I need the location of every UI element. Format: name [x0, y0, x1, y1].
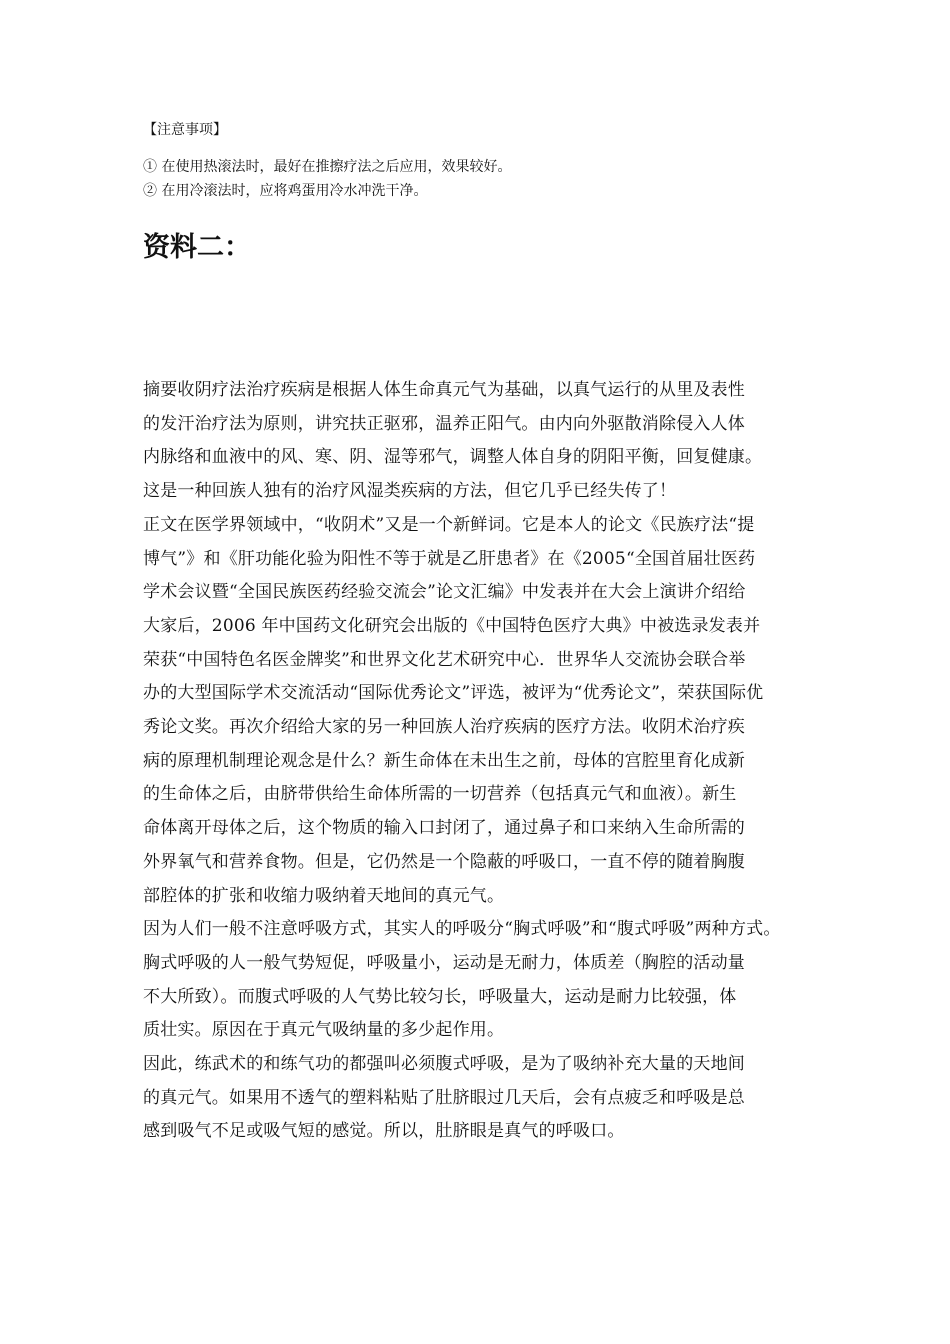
body-line: 命体离开母体之后，这个物质的输入口封闭了，通过鼻子和口来纳入生命所需的 — [143, 818, 745, 838]
body-line: 正文在医学界领域中，“收阴术”又是一个新鲜词。它是本人的论文《民族疗法“提 — [143, 515, 755, 535]
body-line: 的真元气。如果用不透气的塑料粘贴了肚脐眼过几天后，会有点疲乏和呼吸是总 — [143, 1088, 745, 1108]
body-line: 的生命体之后，由脐带供给生命体所需的一切营养（包括真元气和血液）。新生 — [143, 784, 737, 804]
body-line: 的发汗治疗法为原则，讲究扶正驱邪，温养正阳气。由内向外驱散消除侵入人体 — [143, 414, 745, 434]
note-item: ② 在用冷滚法时，应将鸡蛋用冷水冲洗干净。 — [143, 183, 428, 199]
body-line: 外界氧气和营养食物。但是，它仍然是一个隐蔽的呼吸口，一直不停的随着胸腹 — [143, 852, 745, 872]
body-line: 秀论文奖。再次介绍给大家的另一种回族人治疗疾病的医疗方法。收阴术治疗疾 — [143, 717, 745, 737]
body-line: 办的大型国际学术交流活动“国际优秀论文”评选，被评为“优秀论文”，荣获国际优 — [143, 683, 764, 703]
body-line: 荣获“中国特色名医金牌奖”和世界文化艺术研究中心．世界华人交流协会联合举 — [143, 650, 746, 670]
body-line: 病的原理机制理论观念是什么？新生命体在未出生之前，母体的宫腔里育化成新 — [143, 751, 745, 771]
body-line: 因此，练武术的和练气功的都强叫必须腹式呼吸，是为了吸纳补充大量的天地间 — [143, 1054, 745, 1074]
note-item: ① 在使用热滚法时，最好在推擦疗法之后应用，效果较好。 — [143, 159, 512, 175]
section-title: 资料二： — [143, 232, 251, 263]
body-line: 质壮实。原因在于真元气吸纳量的多少起作用。 — [143, 1020, 505, 1040]
body-line: 胸式呼吸的人一般气势短促，呼吸量小，运动是无耐力，体质差（胸腔的活动量 — [143, 953, 745, 973]
body-line: 这是一种回族人独有的治疗风湿类疾病的方法，但它几乎已经失传了！ — [143, 481, 677, 501]
body-line: 内脉络和血液中的风、寒、阴、湿等邪气，调整人体自身的阴阳平衡，回复健康。 — [143, 447, 763, 467]
notes-heading: 【注意事项】 — [143, 122, 227, 138]
body-line: 博气”》和《肝功能化验为阳性不等于就是乙肝患者》在《2005“全国首届壮医药 — [143, 549, 756, 569]
body-line: 因为人们一般不注意呼吸方式，其实人的呼吸分“胸式呼吸”和“腹式呼吸”两种方式。 — [143, 919, 781, 939]
body-line: 感到吸气不足或吸气短的感觉。所以，肚脐眼是真气的呼吸口。 — [143, 1121, 625, 1141]
body-line: 不大所致）。而腹式呼吸的人气势比较匀长，呼吸量大，运动是耐力比较强，体 — [143, 987, 737, 1007]
body-line: 大家后，2006 年中国药文化研究会出版的《中国特色医疗大典》中被选录发表并 — [143, 616, 761, 636]
body-line: 部腔体的扩张和收缩力吸纳着天地间的真元气。 — [143, 886, 505, 906]
body-line: 摘要收阴疗法治疗疾病是根据人体生命真元气为基础，以真气运行的从里及表性 — [143, 380, 745, 400]
body-line: 学术会议暨“全国民族医药经验交流会”论文汇编》中发表并在大会上演讲介绍给 — [143, 582, 746, 602]
